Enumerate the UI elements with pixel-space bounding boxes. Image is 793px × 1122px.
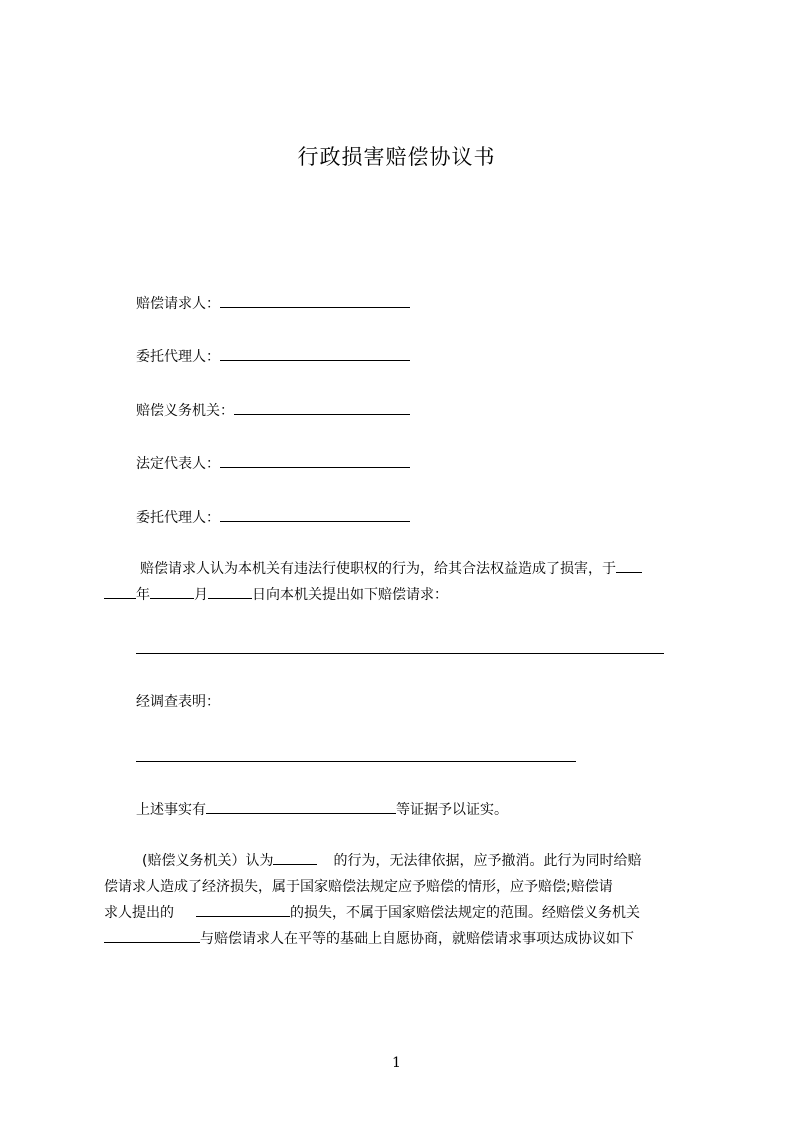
- blank-line[interactable]: [150, 583, 194, 599]
- field-label: 赔偿请求人：: [136, 296, 220, 312]
- conclusion-text: (赔偿义务机关）认为: [142, 853, 274, 869]
- conclusion-line-4: [104, 926, 704, 952]
- blank-line[interactable]: [208, 583, 252, 599]
- blank-line[interactable]: [220, 345, 410, 361]
- page-number: 1: [392, 1055, 401, 1071]
- agent-field-2: [136, 506, 410, 528]
- conclusion-text: 的损失，不属于国家赔偿法规定的范围。经赔偿义务机关: [290, 905, 640, 921]
- claim-line-2: [104, 582, 704, 608]
- field-label: 委托代理人：: [136, 510, 220, 526]
- claim-text: 赔偿请求人认为本机关有违法行使职权的行为，给其合法权益造成了损害，于: [140, 561, 616, 577]
- claim-line-1: [104, 556, 704, 582]
- claimant-field: [136, 292, 410, 314]
- conclusion-line-3: [104, 900, 704, 926]
- blank-line[interactable]: [234, 399, 410, 415]
- conclusion-line-2: [104, 874, 704, 900]
- blank-line[interactable]: [616, 557, 642, 573]
- blank-line[interactable]: [206, 798, 396, 814]
- obligor-agency-field: [136, 399, 410, 421]
- claim-paragraph: [104, 556, 704, 608]
- claim-content-line[interactable]: [136, 653, 664, 654]
- conclusion-paragraph: [104, 848, 704, 952]
- investigation-content-line[interactable]: [136, 761, 576, 762]
- blank-line[interactable]: [220, 292, 410, 308]
- document-title: 行政损害赔偿协议书: [297, 145, 496, 169]
- blank-line[interactable]: [220, 452, 410, 468]
- year-label: 年: [136, 587, 150, 603]
- evidence-prefix: 上述事实有: [136, 802, 206, 818]
- evidence-line: [136, 798, 508, 820]
- field-label: 赔偿义务机关：: [136, 403, 234, 419]
- blank-line[interactable]: [196, 901, 290, 917]
- month-label: 月: [194, 587, 208, 603]
- conclusion-line-1: [104, 848, 704, 874]
- conclusion-text: 与赔偿请求人在平等的基础上自愿协商，就赔偿请求事项达成协议如下: [200, 931, 634, 947]
- conclusion-text: 的行为，无法律依据，应予撤消。此行为同时给赔: [333, 853, 642, 869]
- legal-representative-field: [136, 452, 410, 474]
- conclusion-text: 求人提出的: [104, 905, 174, 921]
- field-label: 委托代理人：: [136, 349, 220, 365]
- agent-field: [136, 345, 410, 367]
- conclusion-text: 偿请求人造成了经济损失，属于国家赔偿法规定应予赔偿的情形，应予赔偿;赔偿请: [104, 879, 613, 895]
- blank-line[interactable]: [104, 583, 136, 599]
- claim-text-end: 日向本机关提出如下赔偿请求：: [252, 587, 448, 603]
- blank-line[interactable]: [273, 849, 317, 865]
- investigation-label: 经调查表明：: [136, 694, 220, 710]
- evidence-suffix: 等证据予以证实。: [396, 802, 508, 818]
- field-label: 法定代表人：: [136, 456, 220, 472]
- blank-line[interactable]: [220, 506, 410, 522]
- blank-line[interactable]: [104, 927, 200, 943]
